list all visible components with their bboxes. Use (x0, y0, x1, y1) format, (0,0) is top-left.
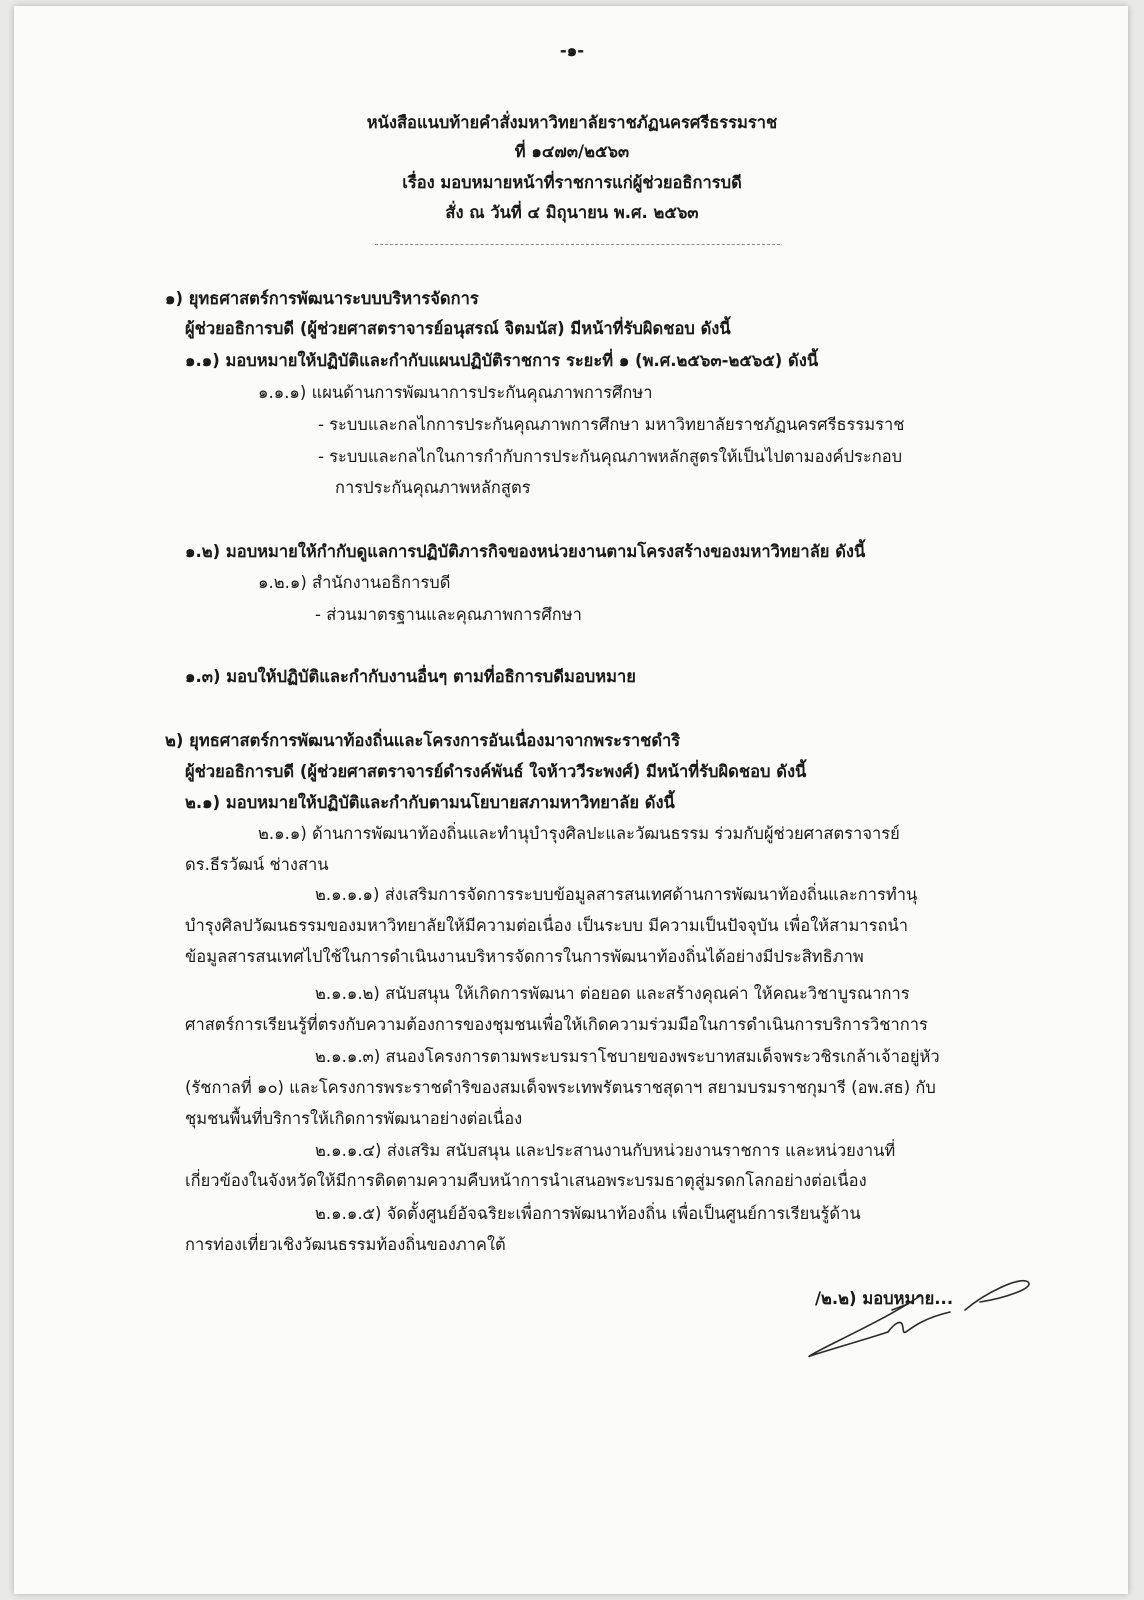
section-2-1-1-continuation: ดร.ธีรวัฒน์ ช่างสาน (185, 855, 329, 874)
item-2-1-1-5-continuation: การท่องเที่ยวเชิงวัฒนธรรมท้องถิ่นของภาคใต้ (185, 1235, 506, 1254)
item-2-1-1-2: ๒.๑.๑.๒) สนับสนุน ให้เกิดการพัฒนา ต่อยอด และสร้างคุณค่า ให้คณะวิชาบูรณาการ (315, 984, 910, 1003)
section-1-1-heading: ๑.๑) มอบหมายให้ปฏิบัติและกำกับแผนปฏิบัติราชการ ระยะที่ ๑ (พ.ศ.๒๕๖๓-๒๕๖๕) ดังนี้ (185, 351, 819, 370)
item-2-1-1-5: ๒.๑.๑.๕) จัดตั้งศูนย์อัจฉริยะเพื่อการพัฒนาท้องถิ่น เพื่อเป็นศูนย์การเรียนรู้ด้าน (315, 1204, 861, 1223)
item-2-1-1-3-continuation: (รัชกาลที่ ๑๐) และโครงการพระราชดำริของสมเด็จพระเทพรัตนราชสุดาฯ สยามบรมราชกุมารี (อพ.สธ) กับ (185, 1078, 936, 1097)
item-2-1-1-2-continuation: ศาสตร์การเรียนรู้ที่ตรงกับความต้องการของชุมชนเพื่อให้เกิดความร่วมมือในการดำเนินการบริการวิชาการ (185, 1015, 928, 1034)
item-2-1-1-3-continuation: ชุมชนพื้นที่บริการให้เกิดการพัฒนาอย่างต่อเนื่อง (185, 1109, 523, 1128)
item-2-1-1-4: ๒.๑.๑.๔) ส่งเสริม สนับสนุน และประสานงานกับหน่วยงานราชการ และหน่วยงานที่ (315, 1141, 896, 1160)
section-2-heading: ๒) ยุทธศาสตร์การพัฒนาท้องถิ่นและโครงการอันเนื่องมาจากพระราชดำริ (165, 731, 681, 750)
item-2-1-1-1-continuation: ข้อมูลสารสนเทศไปใช้ในการดำเนินงานบริหารจัดการในการพัฒนาท้องถิ่นได้อย่างมีประสิทธิภาพ (185, 947, 864, 966)
doc-date: สั่ง ณ วันที่ ๔ มิถุนายน พ.ศ. ๒๕๖๓ (445, 203, 699, 222)
section-1-2-1: ๑.๒.๑) สำนักงานอธิการบดี (258, 573, 451, 592)
doc-title: หนังสือแนบท้ายคำสั่งมหาวิทยาลัยราชภัฏนครศรีธรรมราช (366, 113, 778, 132)
item-2-1-1-1: ๒.๑.๑.๑) ส่งเสริมการจัดการระบบข้อมูลสารสนเทศด้านการพัฒนาท้องถิ่นและการทำนุ (315, 885, 918, 904)
section-1-heading: ๑) ยุทธศาสตร์การพัฒนาระบบบริหารจัดการ (165, 289, 479, 308)
item-2-1-1-4-continuation: เกี่ยวข้องในจังหวัดให้มีการติดตามความคืบหน้าการนำเสนอพระบรมธาตุสู่มรดกโลกอย่างต่อเนื่อง (185, 1171, 867, 1190)
doc-number: ที่ ๑๔๗๓/๒๕๖๓ (514, 142, 630, 161)
section-1-person: ผู้ช่วยอธิการบดี (ผู้ช่วยศาสตราจารย์อนุสรณ์ จิตมนัส) มีหน้าที่รับผิดชอบ ดังนี้ (185, 319, 731, 338)
header-divider (375, 244, 780, 245)
section-1-3: ๑.๓) มอบให้ปฏิบัติและกำกับงานอื่นๆ ตามที่อธิการบดีมอบหมาย (185, 667, 636, 686)
section-1-2-heading: ๑.๒) มอบหมายให้กำกับดูแลการปฏิบัติภารกิจของหน่วยงานตามโครงสร้างของมหาวิทยาลัย ดังนี้ (185, 542, 866, 561)
section-2-person: ผู้ช่วยอธิการบดี (ผู้ช่วยศาสตราจารย์ดำรงค์พันธ์ ใจห้าววีระพงศ์) มีหน้าที่รับผิดชอบ ดังนี้ (185, 762, 807, 781)
signature-icon (790, 1268, 1040, 1368)
item-2-1-1-1-continuation: บำรุงศิลปวัฒนธรรมของมหาวิทยาลัยให้มีความต่อเนื่อง เป็นระบบ มีความเป็นปัจจุบัน เพื่อให้สามารถนำ (185, 916, 909, 935)
continuation-marker: /๒.๒) มอบหมาย... (815, 1289, 954, 1308)
section-2-1-1: ๒.๑.๑) ด้านการพัฒนาท้องถิ่นและทำนุบำรุงศิลปะและวัฒนธรรม ร่วมกับผู้ช่วยศาสตราจารย์ (258, 824, 900, 843)
section-1-1-1: ๑.๑.๑) แผนด้านการพัฒนาการประกันคุณภาพการศึกษา (258, 383, 653, 402)
bullet-item: - ระบบและกลไกในการกำกับการประกันคุณภาพหลักสูตรให้เป็นไปตามองค์ประกอบ (318, 447, 903, 466)
bullet-item: - ระบบและกลไกการประกันคุณภาพการศึกษา มหาวิทยาลัยราชภัฏนครศรีธรรมราช (318, 415, 905, 434)
bullet-item-continuation: การประกันคุณภาพหลักสูตร (335, 478, 531, 497)
bullet-item: - ส่วนมาตรฐานและคุณภาพการศึกษา (315, 605, 582, 624)
doc-subject: เรื่อง มอบหมายหน้าที่ราชการแก่ผู้ช่วยอธิการบดี (402, 173, 742, 192)
section-2-1-heading: ๒.๑) มอบหมายให้ปฏิบัติและกำกับตามนโยบายสภามหาวิทยาลัย ดังนี้ (185, 793, 675, 812)
page-number: -๑- (559, 41, 585, 60)
item-2-1-1-3: ๒.๑.๑.๓) สนองโครงการตามพระบรมราโชบายของพระบาทสมเด็จพระวชิรเกล้าเจ้าอยู่หัว (315, 1047, 940, 1066)
